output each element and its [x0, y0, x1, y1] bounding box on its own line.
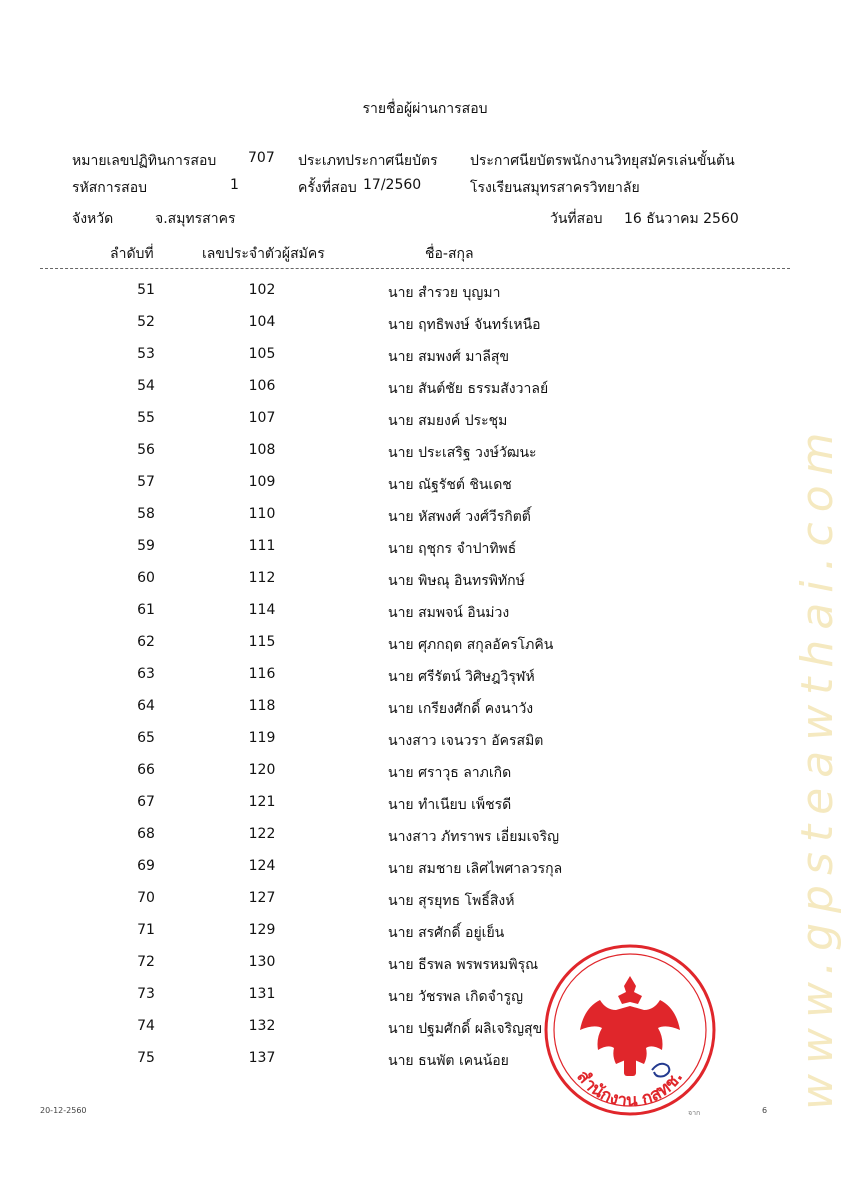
row-full-name: นาย ศรีรัตน์ วิศิษฎวิรุฬห์ [388, 669, 535, 685]
exam-round-value: 17/2560 [363, 177, 422, 193]
row-applicant-id: 106 [248, 378, 276, 394]
table-row [0, 468, 850, 500]
exam-code-value: 1 [230, 177, 239, 193]
table-row [0, 308, 850, 340]
table-row [0, 1044, 850, 1076]
row-full-name: นาย ณัฐรัชต์ ชินเดช [388, 477, 512, 493]
row-full-name: นาย หัสพงศ์ วงศ์วีรกิตติ์ [388, 509, 531, 525]
row-applicant-id: 118 [248, 698, 276, 714]
table-row [0, 532, 850, 564]
row-full-name: นาย ศราวุธ ลาภเกิด [388, 765, 512, 781]
row-full-name: นาย สรศักดิ์ อยู่เย็น [388, 925, 505, 941]
row-applicant-id: 131 [248, 986, 276, 1002]
table-row [0, 372, 850, 404]
column-header-applicant: เลขประจำตัวผู้สมัคร [202, 246, 325, 262]
table-row [0, 852, 850, 884]
row-number: 55 [137, 410, 155, 426]
exam-code-label: รหัสการสอบ [72, 180, 147, 196]
row-full-name: นาย วัชรพล เกิดจำรูญ [388, 989, 524, 1005]
row-applicant-id: 111 [248, 538, 276, 554]
table-row [0, 564, 850, 596]
row-applicant-id: 132 [248, 1018, 276, 1034]
row-number: 59 [137, 538, 155, 554]
row-full-name: นาย ฤทธิพงษ์ จันทร์เหนือ [388, 317, 541, 333]
row-number: 63 [137, 666, 155, 682]
row-applicant-id: 121 [248, 794, 276, 810]
official-seal [540, 940, 720, 1120]
table-row [0, 660, 850, 692]
table-row [0, 500, 850, 532]
footer-page-number: 6 [762, 1106, 768, 1115]
row-applicant-id: 127 [248, 890, 276, 906]
row-applicant-id: 124 [248, 858, 276, 874]
exam-date-value: 16 ธันวาคม 2560 [624, 211, 739, 227]
row-number: 74 [137, 1018, 155, 1034]
footer-date: 20-12-2560 [40, 1106, 87, 1115]
row-applicant-id: 105 [248, 346, 276, 362]
row-number: 68 [137, 826, 155, 842]
province-value: จ.สมุทรสาคร [155, 211, 236, 227]
row-number: 64 [137, 698, 155, 714]
row-applicant-id: 110 [248, 506, 276, 522]
row-number: 75 [137, 1050, 155, 1066]
row-applicant-id: 129 [248, 922, 276, 938]
table-row [0, 692, 850, 724]
table-row [0, 276, 850, 308]
row-full-name: นาย ทำเนียบ เพ็ชรดี [388, 797, 512, 813]
row-full-name: นาย ธีรพล พรพรหมพิรุณ [388, 957, 539, 973]
row-applicant-id: 108 [248, 442, 276, 458]
table-row [0, 1012, 850, 1044]
row-number: 52 [137, 314, 155, 330]
row-full-name: นางสาว เจนวรา อัครสมิต [388, 733, 544, 749]
row-number: 73 [137, 986, 155, 1002]
row-number: 58 [137, 506, 155, 522]
watermark: www.gpsteawthai.com [792, 422, 843, 1110]
header-divider [40, 268, 790, 269]
certificate-type-label: ประเภทประกาศนียบัตร [298, 153, 438, 169]
row-number: 62 [137, 634, 155, 650]
row-number: 70 [137, 890, 155, 906]
table-row [0, 948, 850, 980]
row-full-name: นาย พิษณุ อินทรพิทักษ์ [388, 573, 525, 589]
row-full-name: นาย เกรียงศักดิ์ คงนาวัง [388, 701, 534, 717]
table-row [0, 756, 850, 788]
table-row [0, 340, 850, 372]
row-number: 61 [137, 602, 155, 618]
row-number: 69 [137, 858, 155, 874]
row-number: 56 [137, 442, 155, 458]
row-full-name: นาย สมพจน์ อินม่วง [388, 605, 510, 621]
table-row [0, 628, 850, 660]
table-row [0, 436, 850, 468]
exam-date-label: วันที่สอบ [550, 211, 603, 227]
row-number: 67 [137, 794, 155, 810]
footer-from-label: จาก [688, 1109, 701, 1117]
exam-calendar-label: หมายเลขปฏิทินการสอบ [72, 153, 217, 169]
seal-text: สำนักงาน กสทช. [572, 1066, 688, 1112]
row-full-name: นาย สมพงศ์ มาลีสุข [388, 349, 510, 365]
row-applicant-id: 107 [248, 410, 276, 426]
row-full-name: นาย ประเสริฐ วงษ์วัฒนะ [388, 445, 537, 461]
row-number: 53 [137, 346, 155, 362]
row-number: 54 [137, 378, 155, 394]
row-applicant-id: 122 [248, 826, 276, 842]
row-full-name: นาย สำรวย บุญมา [388, 285, 501, 301]
table-row [0, 916, 850, 948]
row-applicant-id: 114 [248, 602, 276, 618]
row-full-name: นาย ปฐมศักดิ์ ผลิเจริญสุข [388, 1021, 543, 1037]
row-applicant-id: 137 [248, 1050, 276, 1066]
row-applicant-id: 104 [248, 314, 276, 330]
row-applicant-id: 116 [248, 666, 276, 682]
table-row [0, 980, 850, 1012]
row-full-name: นาย ฤชุกร จำปาทิพธ์ [388, 541, 517, 557]
row-full-name: นาย สันต์ชัย ธรรมสังวาลย์ [388, 381, 549, 397]
province-label: จังหวัด [72, 211, 114, 227]
exam-calendar-value: 707 [248, 150, 275, 166]
row-number: 71 [137, 922, 155, 938]
row-number: 72 [137, 954, 155, 970]
row-applicant-id: 130 [248, 954, 276, 970]
column-header-name: ชื่อ-สกุล [425, 246, 474, 262]
certificate-type-value: ประกาศนียบัตรพนักงานวิทยุสมัครเล่นขั้นต้น [470, 153, 735, 169]
row-applicant-id: 102 [248, 282, 276, 298]
row-applicant-id: 115 [248, 634, 276, 650]
row-number: 57 [137, 474, 155, 490]
table-row [0, 724, 850, 756]
row-full-name: นาย สุรยุทธ โพธิ์สิงห์ [388, 893, 515, 909]
table-row [0, 820, 850, 852]
row-applicant-id: 109 [248, 474, 276, 490]
row-full-name: นาย สมชาย เลิศไพศาลวรกุล [388, 861, 563, 877]
table-row [0, 884, 850, 916]
row-full-name: นาย ธนพัต เคนน้อย [388, 1053, 509, 1069]
row-applicant-id: 119 [248, 730, 276, 746]
page-title: รายชื่อผู้ผ่านการสอบ [362, 101, 488, 117]
table-row [0, 404, 850, 436]
row-applicant-id: 112 [248, 570, 276, 586]
row-number: 51 [137, 282, 155, 298]
row-number: 66 [137, 762, 155, 778]
row-applicant-id: 120 [248, 762, 276, 778]
row-full-name: นางสาว ภัทราพร เอี่ยมเจริญ [388, 829, 560, 845]
table-row [0, 788, 850, 820]
column-header-no: ลำดับที่ [110, 246, 154, 262]
table-row [0, 596, 850, 628]
exam-venue: โรงเรียนสมุทรสาครวิทยาลัย [470, 180, 640, 196]
row-number: 60 [137, 570, 155, 586]
row-number: 65 [137, 730, 155, 746]
row-full-name: นาย ศุภกฤต สกุลอัครโภคิน [388, 637, 554, 653]
seal-stamp-icon [540, 940, 720, 1120]
row-full-name: นาย สมยงค์ ประชุม [388, 413, 508, 429]
exam-round-label: ครั้งที่สอบ [298, 180, 357, 196]
